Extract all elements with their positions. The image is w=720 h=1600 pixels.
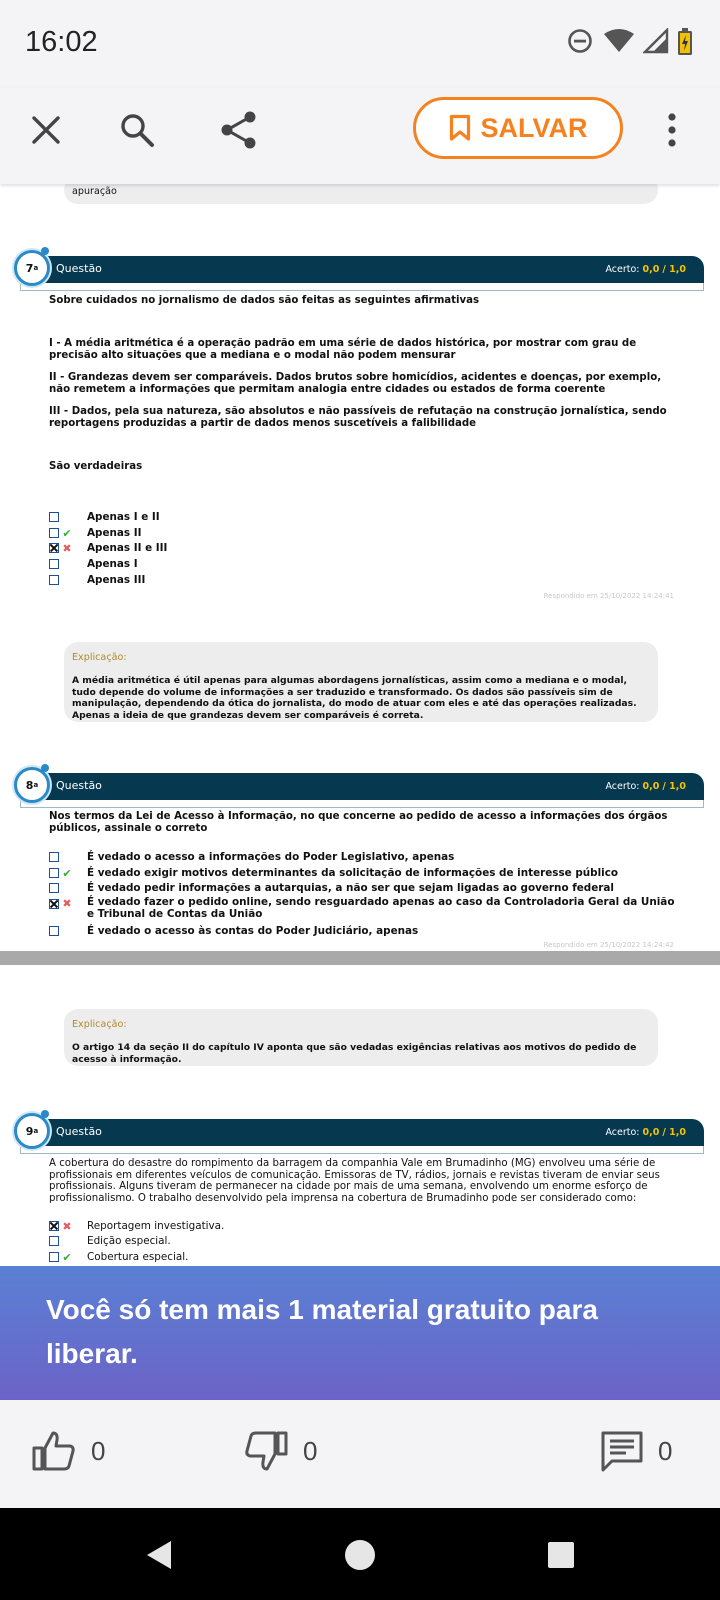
option-3[interactable]	[49, 881, 614, 895]
thumbs-down-icon	[243, 1430, 289, 1472]
option-1[interactable]	[49, 510, 160, 524]
wrong-cross-icon: ✖	[62, 1219, 72, 1233]
option-label: É vedado o acesso às contas do Poder Judiciário, apenas	[87, 925, 419, 937]
option-4[interactable]	[49, 897, 677, 923]
question-number: 9	[25, 1124, 34, 1138]
question-header	[20, 256, 704, 283]
option-5[interactable]	[49, 573, 145, 587]
score-label: Acerto:	[605, 1127, 640, 1138]
option-1[interactable]	[49, 850, 454, 864]
option-2[interactable]	[49, 526, 141, 540]
toolbar	[0, 88, 720, 184]
option-label: Reportagem investigativa.	[87, 1220, 225, 1232]
checkbox[interactable]	[49, 852, 59, 862]
share-icon[interactable]	[219, 110, 259, 150]
question-score	[605, 781, 686, 792]
explanation-box	[64, 1009, 658, 1066]
question-header	[20, 773, 704, 800]
question-score	[605, 1127, 686, 1138]
score-label: Acerto:	[605, 264, 640, 275]
statement-2: II - Grandezas devem ser comparáveis. Dados brutos sobre homicídios, acidentes e doenças, por exemplo, não remetem a informações que permitam analogia entre cidades ou estados de forma coerente	[49, 372, 662, 395]
checkbox-checked[interactable]	[49, 543, 59, 553]
checkbox-checked[interactable]	[49, 1221, 59, 1231]
score-label: Acerto:	[605, 781, 640, 792]
option-label: Apenas I e II	[87, 511, 160, 523]
statement-1: I - A média aritmética é a operação padrão em uma série de dados histórica, por mostrar com grau de precisão alto situações que a mediana e o modal não podem mensurar	[49, 338, 637, 361]
option-1[interactable]	[49, 1219, 224, 1233]
question-number-badge	[14, 1113, 50, 1149]
question-header-underline	[20, 800, 704, 808]
option-label: Apenas III	[87, 574, 146, 586]
question-header-underline	[20, 1146, 704, 1154]
score-value: 0,0	[642, 1127, 660, 1138]
question-number-suffix: a	[33, 781, 39, 789]
clock: 16:02	[25, 26, 98, 58]
do-not-disturb-icon	[567, 28, 593, 54]
question-stem: Sobre cuidados no jornalismo de dados são feitas as seguintes afirmativas	[49, 295, 480, 306]
option-label: É vedado fazer o pedido online, sendo resguardado apenas ao caso da Controladoria Geral da União e Tribunal de Contas da União	[87, 896, 675, 920]
bookmark-icon	[449, 114, 471, 142]
score-total: / 1,0	[662, 781, 686, 792]
dislike-button[interactable]	[243, 1430, 317, 1472]
option-label: Apenas II	[87, 527, 142, 539]
score-value: 0,0	[642, 264, 660, 275]
question-header	[20, 1119, 704, 1146]
wrong-cross-icon: ✖	[62, 897, 72, 910]
question-number: 7	[25, 261, 34, 275]
question-score	[605, 264, 686, 275]
correct-check-icon: ✔	[62, 1250, 72, 1264]
answered-timestamp: Respondido em 25/10/2022 14:24:41	[543, 592, 674, 600]
score-total: / 1,0	[662, 1127, 686, 1138]
checkbox[interactable]	[49, 1236, 59, 1246]
option-4[interactable]	[49, 557, 138, 571]
option-2[interactable]	[49, 866, 618, 880]
reaction-bar	[0, 1400, 720, 1508]
question-number-suffix: a	[33, 264, 39, 272]
score-value: 0,0	[642, 781, 660, 792]
question-stem: A cobertura do desastre do rompimento da barragem da companhia Vale em Brumadinho (MG) envolveu uma série de profissionais em diferentes veículos de comunicação. Emissoras de TV, rádios, jornais e revistas tiveram de enviar seus profissionais. Alguns tiveram de permanecer na cidade por mais de uma semana, envolvendo um enorme esforço de profissionalismo. O trabalho desenvolvido pela imprensa na cobertura de Brumadinho pode ser considerado como:	[49, 1158, 660, 1204]
question-label: Questão	[56, 1125, 102, 1138]
option-label: É vedado exigir motivos determinantes da solicitação de informações de interesse público	[87, 867, 619, 879]
checkbox[interactable]	[49, 512, 59, 522]
option-label: É vedado pedir informações a autarquias, a não ser que sejam ligadas ao governo federal	[87, 882, 614, 894]
close-icon[interactable]	[31, 115, 61, 145]
option-label: Cobertura especial.	[87, 1251, 189, 1263]
more-vertical-icon[interactable]	[667, 112, 677, 148]
comment-icon	[600, 1430, 644, 1472]
signal-icon	[643, 28, 669, 54]
checkbox[interactable]	[49, 883, 59, 893]
banner-text: Você só tem mais 1 material gratuito para liberar.	[46, 1294, 598, 1369]
dislike-count: 0	[303, 1435, 318, 1466]
previous-explanation-text: apuração	[72, 186, 117, 197]
explanation-text: A média aritmética é útil apenas para algumas abordagens jornalísticas, assim como a mediana e o modal, tudo depende do volume de informações a ser traduzido e transformado. Os dados são passíveis sim de manipulação, dependendo da ótica do jornalista, do modo de atuar com eles e até das operações realizadas. Apenas a ideia de que grandezas devem ser comparáveis é correta.	[72, 675, 637, 721]
question-label: Questão	[56, 262, 102, 275]
option-label: Edição especial.	[87, 1235, 171, 1247]
wrong-cross-icon: ✖	[62, 541, 72, 555]
option-label: Apenas I	[87, 558, 138, 570]
comment-count: 0	[658, 1435, 673, 1466]
like-count: 0	[91, 1435, 106, 1466]
status-bar	[0, 0, 720, 88]
explanation-text: O artigo 14 da seção II do capítulo IV aponta que são vedadas exigências relativas aos motivos do pedido de acesso à informação.	[72, 1042, 637, 1065]
checkbox[interactable]	[49, 559, 59, 569]
explanation-box	[64, 642, 658, 722]
option-3[interactable]	[49, 1250, 188, 1264]
statement-3: III - Dados, pela sua natureza, são absolutos e não passíveis de refutação na construção jornalística, sendo reportagens produzidas a partir de dados menos suscetíveis a falibilidade	[49, 406, 667, 429]
save-button[interactable]	[413, 97, 623, 159]
option-2[interactable]	[49, 1234, 171, 1248]
badge-dot	[41, 764, 49, 772]
option-5[interactable]	[49, 924, 418, 938]
question-header-underline	[20, 283, 704, 291]
explanation-title: Explicação:	[72, 652, 127, 663]
checkbox[interactable]	[49, 528, 59, 538]
question-number-suffix: a	[33, 1127, 39, 1135]
explanation-title: Explicação:	[72, 1019, 127, 1030]
free-material-banner[interactable]	[0, 1266, 720, 1400]
correct-check-icon: ✔	[62, 866, 72, 880]
thumbs-up-icon	[31, 1430, 77, 1472]
option-label: Apenas II e III	[87, 542, 168, 554]
home-icon[interactable]	[344, 1539, 376, 1571]
search-icon[interactable]	[119, 112, 155, 148]
checkbox[interactable]	[49, 1252, 59, 1262]
correct-check-icon: ✔	[62, 526, 72, 540]
option-3[interactable]	[49, 541, 167, 555]
recents-icon[interactable]	[547, 1541, 575, 1569]
navigation-bar	[0, 1508, 720, 1600]
badge-dot	[41, 1110, 49, 1118]
checkbox[interactable]	[49, 575, 59, 585]
like-button[interactable]	[31, 1430, 105, 1472]
question-stem: Nos termos da Lei de Acesso à Informação, no que concerne ao pedido de acesso a informações dos órgãos públicos, assinale o correto	[49, 811, 668, 834]
option-label: É vedado o acesso a informações do Poder Legislativo, apenas	[87, 851, 455, 863]
checkbox-checked[interactable]	[49, 899, 59, 909]
question-label: Questão	[56, 779, 102, 792]
save-label: SALVAR	[480, 112, 588, 143]
answered-timestamp: Respondido em 25/10/2022 14:24:42	[543, 941, 674, 949]
badge-dot	[41, 247, 49, 255]
battery-charging-icon	[677, 28, 693, 56]
page-divider	[0, 951, 720, 965]
question-number-badge	[14, 767, 50, 803]
question-number-badge	[14, 250, 50, 286]
back-icon[interactable]	[145, 1539, 173, 1571]
question-number: 8	[25, 778, 34, 792]
checkbox[interactable]	[49, 868, 59, 878]
comment-button[interactable]	[600, 1430, 672, 1472]
score-total: / 1,0	[662, 264, 686, 275]
checkbox[interactable]	[49, 926, 59, 936]
wifi-icon	[603, 28, 635, 54]
question-prompt: São verdadeiras	[49, 461, 143, 472]
